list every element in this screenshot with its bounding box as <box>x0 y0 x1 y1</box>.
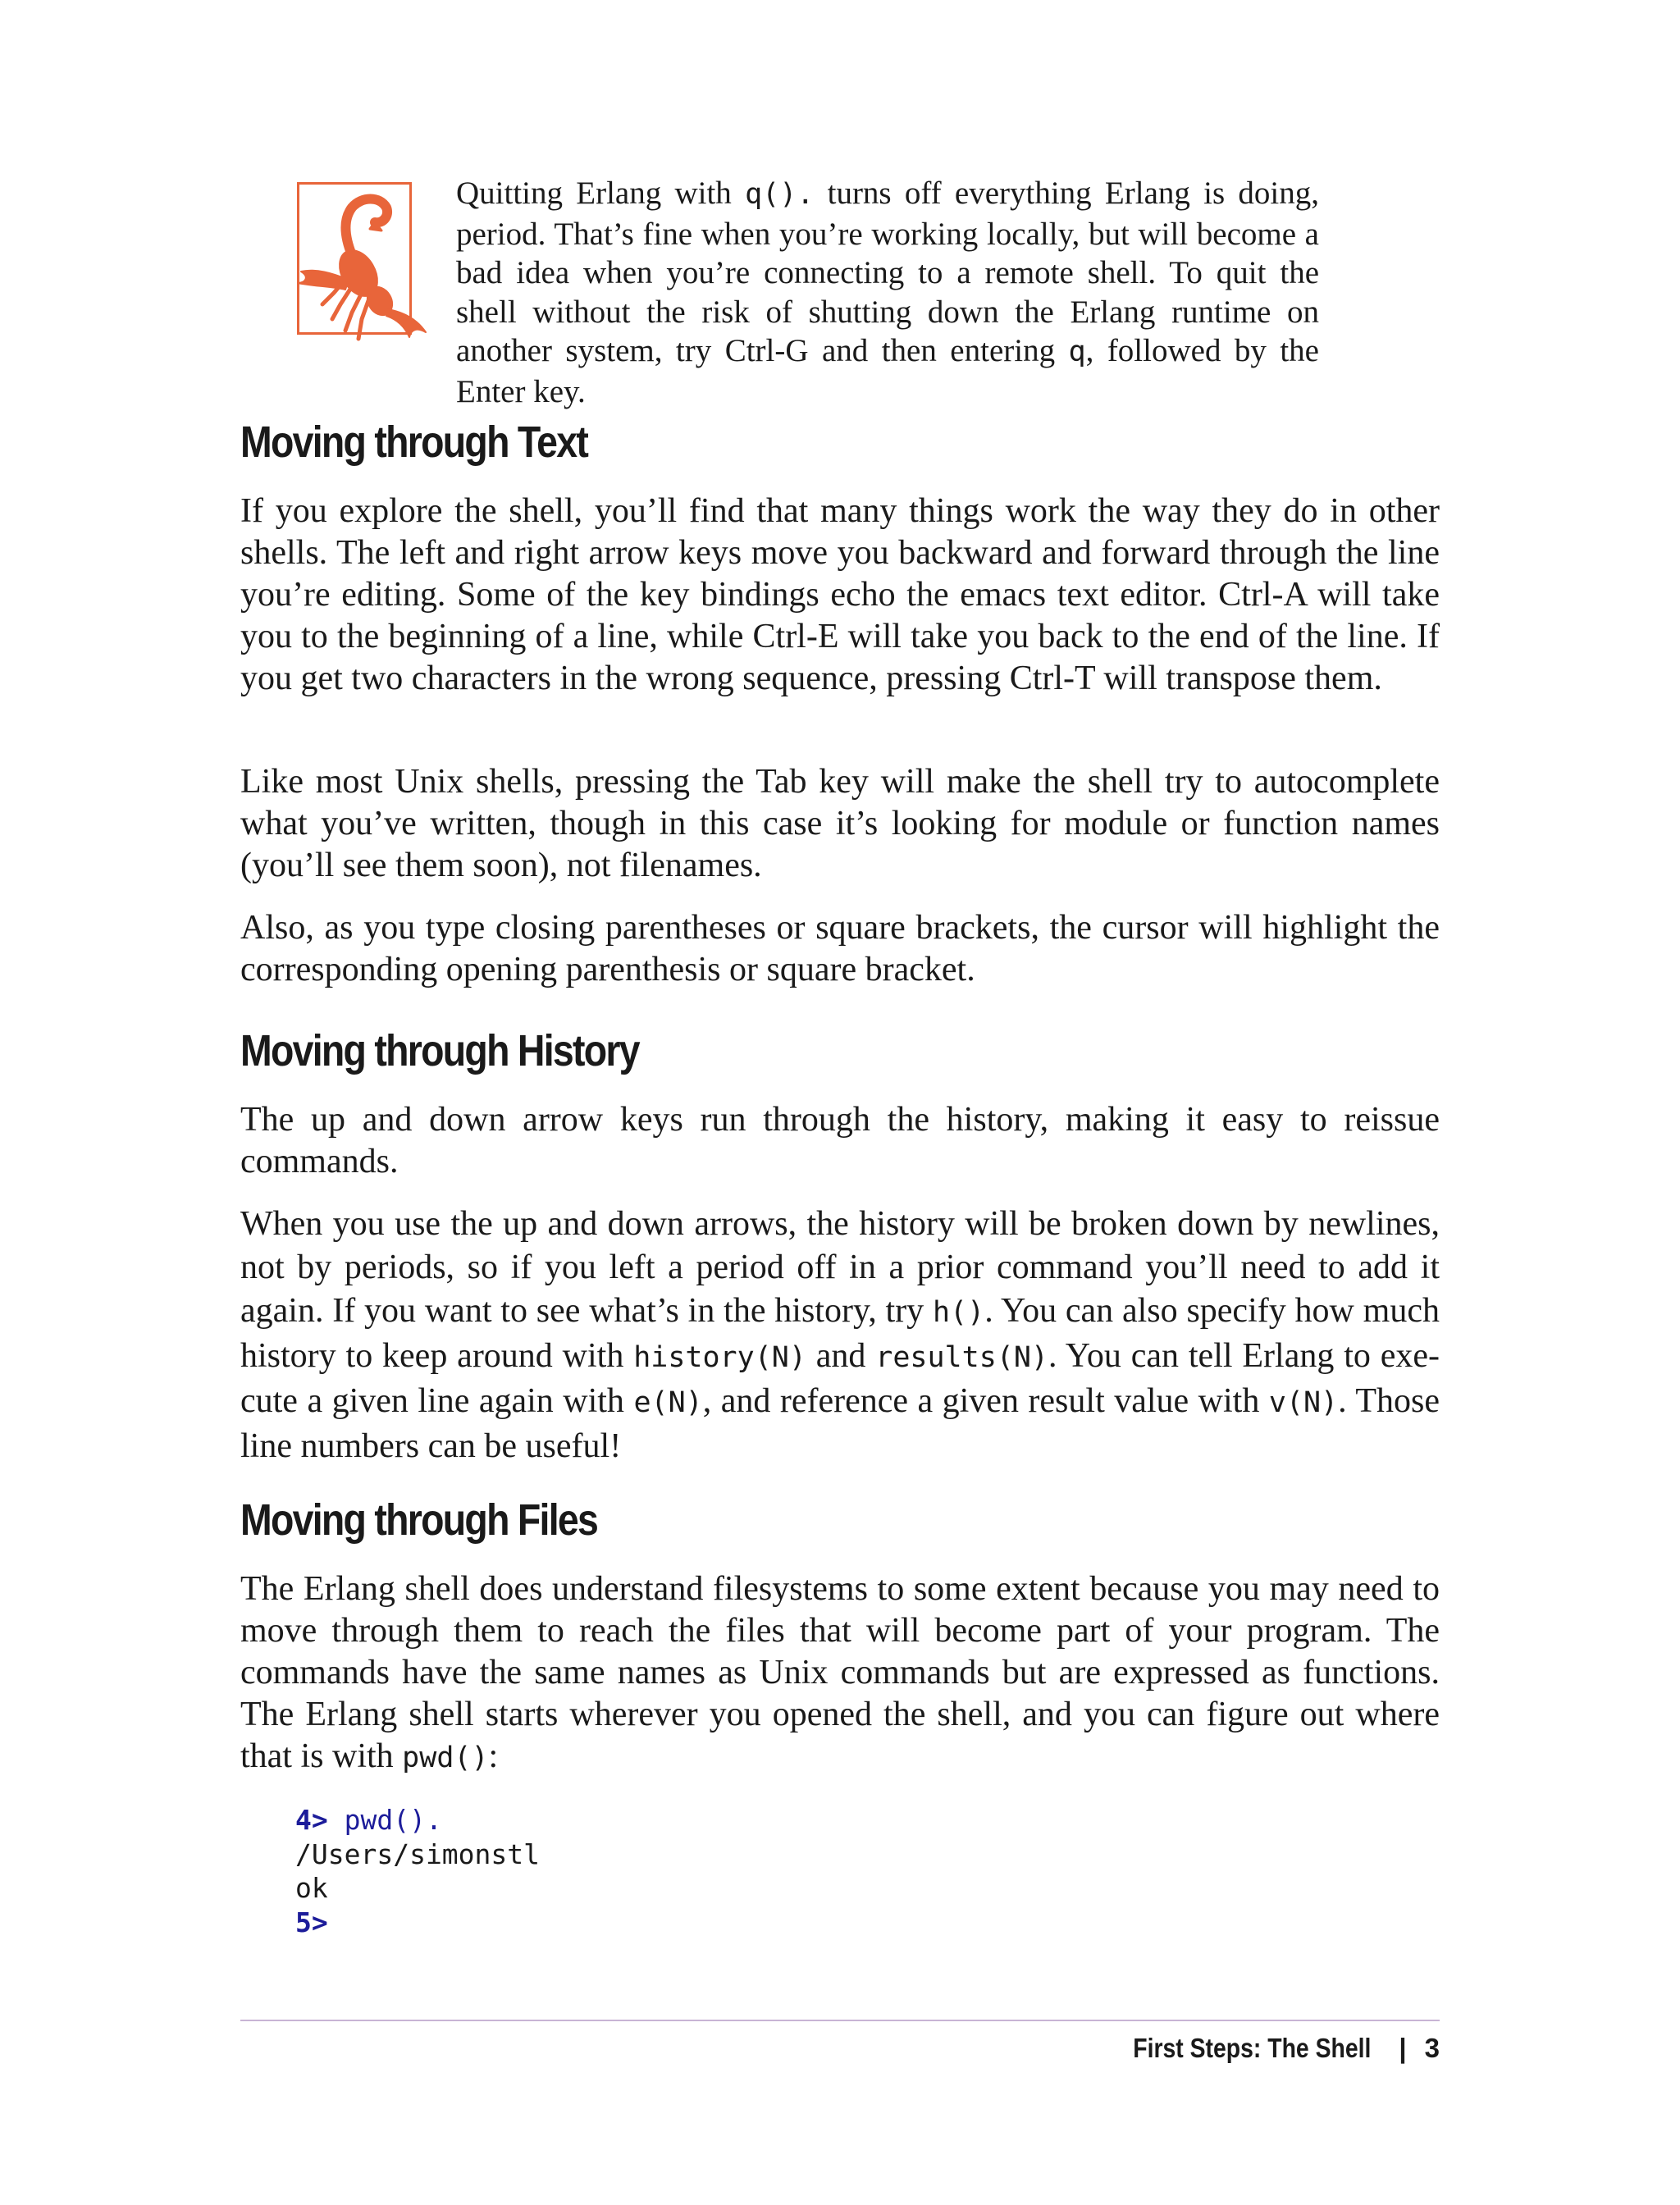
callout-text-part: , followed by the Enter key. <box>456 333 1319 409</box>
history-text-part: . You can tell Erlang to execute a given line again with <box>240 1337 1440 1420</box>
files-text-part: : <box>488 1737 499 1775</box>
page-number: 3 <box>1424 2033 1440 2063</box>
inline-code-results: results(N) <box>875 1341 1048 1374</box>
callout-text <box>456 174 1319 411</box>
footer-separator: | <box>1399 2033 1407 2063</box>
shell-command: pwd(). <box>344 1804 442 1836</box>
paragraph-text-1: If you explore the shell, you’ll find that many things work the way they do in other shells. The left and right arrow keys move you backward and forward through the line you’re editing. Some of the key bindings echo the emacs text editor. Ctrl-A will take you to the beginning of a line, while Ctrl-E will take you back to the end of the line. If you get two characters in the wrong sequence, pressing Ctrl-T will transpose them. <box>240 492 1440 697</box>
history-text-part: . Those line numbers can be useful! <box>240 1382 1440 1465</box>
history-text-part: and <box>806 1337 876 1375</box>
code-example <box>295 1803 540 1939</box>
history-text-part: , and reference a given result value with <box>702 1382 1269 1420</box>
heading-moving-through-files: Moving through Files <box>240 1495 598 1545</box>
scorpion-warning-icon <box>297 182 412 335</box>
inline-code-pwd: pwd() <box>402 1742 489 1774</box>
paragraph-text-2: Like most Unix shells, pressing the Tab key will make the shell try to autocomplete what you’ve written, though in this case it’s looking for module or function names (you’ll see them soon), not filenames. <box>240 763 1440 884</box>
inline-code-quit: q(). <box>745 178 815 211</box>
scorpion-icon-graphic <box>273 181 445 354</box>
shell-prompt: 5> <box>295 1906 328 1938</box>
history-text-part: When you use the up and down arrows, the history will be broken down by newlines, not by periods, so if you left a period off in a prior command you’ll need to add it again. If you want to see what’s in the history, try <box>240 1205 1440 1330</box>
inline-code-e: e(N) <box>633 1386 703 1419</box>
callout-text-part: Quitting Erlang with <box>456 176 746 211</box>
inline-code-q: q <box>1068 336 1086 368</box>
inline-code-history: history(N) <box>633 1341 806 1374</box>
shell-output: ok <box>295 1872 328 1904</box>
paragraph-history-2 <box>240 1203 1440 1468</box>
inline-code-v: v(N) <box>1268 1386 1339 1419</box>
heading-moving-through-history: Moving through History <box>240 1026 639 1075</box>
footer-chapter-title: First Steps: The Shell <box>1133 2033 1372 2063</box>
callout-text-part: turns off everything Erlang is doing, period. That’s fine when you’re working locally, but will become a bad idea when you’re connecting to a remote shell. To quit the shell without the risk of shutting down the Erlang runtime on another system, try Ctrl-G and then entering <box>456 176 1319 368</box>
page-footer <box>1094 2033 1440 2064</box>
shell-output: /Users/simonstl <box>295 1838 541 1870</box>
inline-code-h: h() <box>932 1296 985 1329</box>
heading-moving-through-text: Moving through Text <box>240 418 588 467</box>
footer-rule <box>240 2020 1440 2021</box>
files-text-part: The Erlang shell does understand filesystems to some extent because you may need to move through them to reach the files that will become part of your program. The commands have the same names as Unix commands but are expressed as functions. The Erlang shell starts wherever you opened the shell, and you can figure out where that is with <box>240 1570 1440 1775</box>
paragraph-history-1: The up and down arrow keys run through the history, making it easy to reissue commands. <box>240 1101 1440 1180</box>
paragraph-files-1 <box>240 1568 1440 1779</box>
history-text-part: . You can also specify how much history to keep around with <box>240 1292 1440 1375</box>
shell-prompt: 4> <box>295 1804 328 1836</box>
paragraph-text-3: Also, as you type closing parentheses or square brackets, the cursor will highlight the corresponding opening parenthesis or square bracket. <box>240 909 1440 988</box>
